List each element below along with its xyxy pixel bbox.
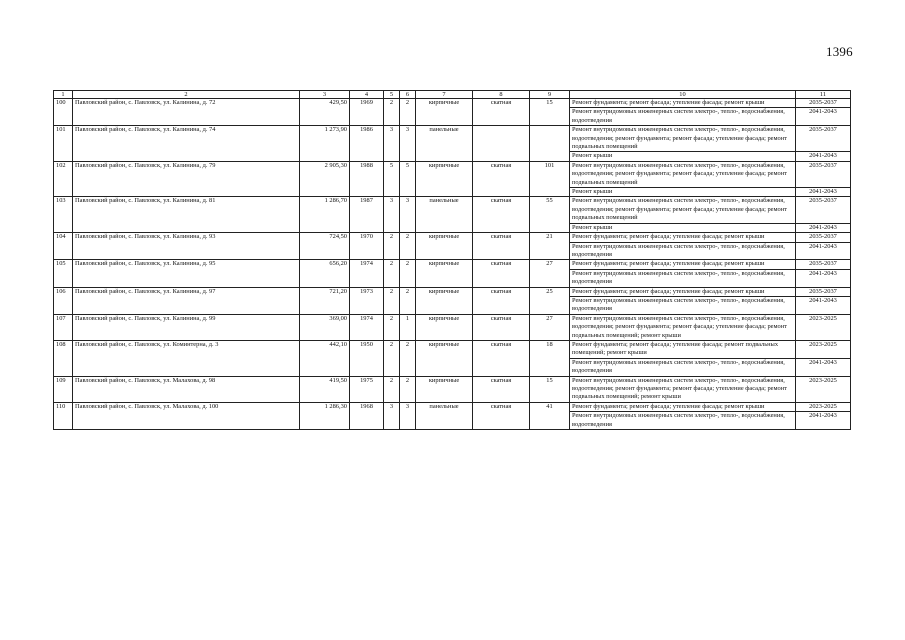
- period-cell: 2023-2025: [796, 340, 851, 358]
- table-row: [54, 161, 851, 187]
- floors-cell: 2: [384, 376, 400, 402]
- period-cell: 2035-2037: [796, 233, 851, 242]
- works-cell: Ремонт фундамента; ремонт фасада; утепление фасада; ремонт крыши: [570, 260, 796, 269]
- floors-cell: 5: [384, 161, 400, 197]
- column-header: 5: [384, 91, 400, 99]
- address-cell: Павловский район, с. Павловск, ул. Калинина, д. 72: [73, 99, 300, 126]
- wall-material-cell: панельные: [416, 402, 473, 429]
- wear-cell: 101: [530, 161, 570, 197]
- row-number: 100: [54, 99, 73, 126]
- address-cell: Павловский район, с. Павловск, ул. Калинина, д. 79: [73, 161, 300, 197]
- year-cell: 1975: [350, 376, 384, 402]
- address-cell: Павловский район, с. Павловск, ул. Калинина, д. 74: [73, 126, 300, 162]
- works-cell: Ремонт внутридомовых инженерных систем электро-, тепло-, водоснабжения, водоотведения; ремонт фундамента; ремонт фасада; утепление фасада; ремонт подвальных помещений: [570, 161, 796, 187]
- entrances-cell: 2: [400, 376, 416, 402]
- table-row: [54, 314, 851, 340]
- address-cell: Павловский район, с. Павловск, ул. Коминтерна, д. 3: [73, 340, 300, 376]
- wall-material-cell: кирпичные: [416, 233, 473, 260]
- period-cell: 2035-2037: [796, 126, 851, 152]
- roof-type-cell: скатная: [473, 314, 530, 340]
- row-number: 102: [54, 161, 73, 197]
- period-cell: 2041-2043: [796, 269, 851, 287]
- works-cell: Ремонт внутридомовых инженерных систем электро-, тепло-, водоснабжения, водоотведения: [570, 296, 796, 314]
- works-cell: Ремонт внутридомовых инженерных систем электро-, тепло-, водоснабжения, водоотведения; ремонт фундамента; ремонт фасада; утепление фасада; ремонт подвальных помещений; ремонт крыши: [570, 314, 796, 340]
- wall-material-cell: кирпичные: [416, 99, 473, 126]
- period-cell: 2041-2043: [796, 188, 851, 197]
- works-cell: Ремонт внутридомовых инженерных систем электро-, тепло-, водоснабжения, водоотведения; ремонт фундамента; ремонт фасада; утепление фасада; ремонт подвальных помещений: [570, 126, 796, 152]
- wear-cell: 18: [530, 340, 570, 376]
- period-cell: 2041-2043: [796, 108, 851, 126]
- address-cell: Павловский район, с. Павловск, ул. Калинина, д. 81: [73, 197, 300, 233]
- row-number: 109: [54, 376, 73, 402]
- year-cell: 1987: [350, 197, 384, 233]
- period-cell: 2041-2043: [796, 358, 851, 376]
- year-cell: 1974: [350, 260, 384, 287]
- period-cell: 2035-2037: [796, 197, 851, 223]
- wear-cell: 15: [530, 99, 570, 126]
- wear-cell: 21: [530, 233, 570, 260]
- table-body: [54, 99, 851, 430]
- works-cell: Ремонт фундамента; ремонт фасада; утепление фасада; ремонт подвальных помещений; ремонт крыши: [570, 340, 796, 358]
- area-cell: 724,50: [300, 233, 350, 260]
- entrances-cell: 1: [400, 314, 416, 340]
- floors-cell: 2: [384, 314, 400, 340]
- wear-cell: 27: [530, 260, 570, 287]
- entrances-cell: 2: [400, 99, 416, 126]
- row-number: 106: [54, 287, 73, 314]
- row-number: 104: [54, 233, 73, 260]
- works-cell: Ремонт крыши: [570, 152, 796, 161]
- area-cell: 656,20: [300, 260, 350, 287]
- period-cell: 2023-2025: [796, 402, 851, 411]
- year-cell: 1988: [350, 161, 384, 197]
- row-number: 107: [54, 314, 73, 340]
- table-row: [54, 260, 851, 269]
- entrances-cell: 3: [400, 126, 416, 162]
- address-cell: Павловский район, с. Павловск, ул. Калинина, д. 97: [73, 287, 300, 314]
- period-cell: 2035-2037: [796, 287, 851, 296]
- entrances-cell: 2: [400, 233, 416, 260]
- floors-cell: 2: [384, 260, 400, 287]
- roof-type-cell: скатная: [473, 287, 530, 314]
- wall-material-cell: кирпичные: [416, 161, 473, 197]
- table-row: [54, 340, 851, 358]
- column-header: 6: [400, 91, 416, 99]
- column-header: 10: [570, 91, 796, 99]
- area-cell: 1 273,90: [300, 126, 350, 162]
- period-cell: 2041-2043: [796, 223, 851, 232]
- floors-cell: 2: [384, 340, 400, 376]
- table-row: [54, 287, 851, 296]
- housing-repair-table: [53, 90, 851, 430]
- roof-type-cell: скатная: [473, 260, 530, 287]
- column-header: 1: [54, 91, 73, 99]
- roof-type-cell: скатная: [473, 376, 530, 402]
- area-cell: 369,00: [300, 314, 350, 340]
- period-cell: 2035-2037: [796, 260, 851, 269]
- year-cell: 1950: [350, 340, 384, 376]
- works-cell: Ремонт внутридомовых инженерных систем электро-, тепло-, водоснабжения, водоотведения; ремонт фундамента; ремонт фасада; утепление фасада; ремонт подвальных помещений: [570, 197, 796, 223]
- table-row: [54, 376, 851, 402]
- floors-cell: 2: [384, 99, 400, 126]
- table-header: [54, 91, 851, 99]
- wear-cell: 25: [530, 287, 570, 314]
- year-cell: 1970: [350, 233, 384, 260]
- works-cell: Ремонт крыши: [570, 223, 796, 232]
- period-cell: 2041-2043: [796, 412, 851, 430]
- roof-type-cell: скатная: [473, 99, 530, 126]
- entrances-cell: 5: [400, 161, 416, 197]
- wall-material-cell: кирпичные: [416, 314, 473, 340]
- wall-material-cell: кирпичные: [416, 260, 473, 287]
- row-number: 108: [54, 340, 73, 376]
- entrances-cell: 2: [400, 260, 416, 287]
- period-cell: 2041-2043: [796, 296, 851, 314]
- wear-cell: [530, 126, 570, 162]
- roof-type-cell: скатная: [473, 402, 530, 429]
- address-cell: Павловский район, с. Павловск, ул. Малахова, д. 100: [73, 402, 300, 429]
- year-cell: 1968: [350, 402, 384, 429]
- table-row: [54, 126, 851, 152]
- address-cell: Павловский район, с. Павловск, ул. Калинина, д. 95: [73, 260, 300, 287]
- works-cell: Ремонт внутридомовых инженерных систем электро-, тепло-, водоснабжения, водоотведения: [570, 269, 796, 287]
- year-cell: 1969: [350, 99, 384, 126]
- period-cell: 2023-2025: [796, 376, 851, 402]
- wall-material-cell: панельные: [416, 197, 473, 233]
- area-cell: 2 905,30: [300, 161, 350, 197]
- works-cell: Ремонт внутридомовых инженерных систем электро-, тепло-, водоснабжения, водоотведения: [570, 108, 796, 126]
- works-cell: Ремонт фундамента; ремонт фасада; утепление фасада; ремонт крыши: [570, 233, 796, 242]
- floors-cell: 3: [384, 402, 400, 429]
- wear-cell: 41: [530, 402, 570, 429]
- period-cell: 2041-2043: [796, 152, 851, 161]
- wear-cell: 15: [530, 376, 570, 402]
- works-cell: Ремонт фундамента; ремонт фасада; утепление фасада; ремонт крыши: [570, 402, 796, 411]
- column-header: 9: [530, 91, 570, 99]
- floors-cell: 2: [384, 287, 400, 314]
- column-header: 2: [73, 91, 300, 99]
- row-number: 101: [54, 126, 73, 162]
- table-row: [54, 233, 851, 242]
- works-cell: Ремонт внутридомовых инженерных систем электро-, тепло-, водоснабжения, водоотведения: [570, 358, 796, 376]
- floors-cell: 3: [384, 126, 400, 162]
- period-cell: 2041-2043: [796, 242, 851, 260]
- works-cell: Ремонт внутридомовых инженерных систем электро-, тепло-, водоснабжения, водоотведения: [570, 242, 796, 260]
- works-cell: Ремонт крыши: [570, 188, 796, 197]
- row-number: 105: [54, 260, 73, 287]
- floors-cell: 3: [384, 197, 400, 233]
- year-cell: 1973: [350, 287, 384, 314]
- year-cell: 1986: [350, 126, 384, 162]
- wear-cell: 27: [530, 314, 570, 340]
- area-cell: 721,20: [300, 287, 350, 314]
- column-header: 8: [473, 91, 530, 99]
- roof-type-cell: скатная: [473, 197, 530, 233]
- address-cell: Павловский район, с. Павловск, ул. Малахова, д. 98: [73, 376, 300, 402]
- column-header: 7: [416, 91, 473, 99]
- address-cell: Павловский район, с. Павловск, ул. Калинина, д. 93: [73, 233, 300, 260]
- wall-material-cell: кирпичные: [416, 340, 473, 376]
- wall-material-cell: кирпичные: [416, 376, 473, 402]
- table-row: [54, 402, 851, 411]
- floors-cell: 2: [384, 233, 400, 260]
- area-cell: 1 286,70: [300, 197, 350, 233]
- area-cell: 419,50: [300, 376, 350, 402]
- address-cell: Павловский район, с. Павловск, ул. Калинина, д. 99: [73, 314, 300, 340]
- area-cell: 1 286,30: [300, 402, 350, 429]
- works-cell: Ремонт фундамента; ремонт фасада; утепление фасада; ремонт крыши: [570, 99, 796, 108]
- table-row: [54, 99, 851, 108]
- area-cell: 429,50: [300, 99, 350, 126]
- column-number-row: [54, 91, 851, 99]
- works-cell: Ремонт внутридомовых инженерных систем электро-, тепло-, водоснабжения, водоотведения; ремонт фундамента; ремонт фасада; утепление фасада; ремонт подвальных помещений; ремонт крыши: [570, 376, 796, 402]
- works-cell: Ремонт фундамента; ремонт фасада; утепление фасада; ремонт крыши: [570, 287, 796, 296]
- period-cell: 2023-2025: [796, 314, 851, 340]
- works-cell: Ремонт внутридомовых инженерных систем электро-, тепло-, водоснабжения, водоотведения: [570, 412, 796, 430]
- column-header: 4: [350, 91, 384, 99]
- table-row: [54, 197, 851, 223]
- year-cell: 1974: [350, 314, 384, 340]
- column-header: 3: [300, 91, 350, 99]
- period-cell: 2035-2037: [796, 161, 851, 187]
- roof-type-cell: скатная: [473, 233, 530, 260]
- entrances-cell: 2: [400, 340, 416, 376]
- roof-type-cell: [473, 126, 530, 162]
- column-header: 11: [796, 91, 851, 99]
- area-cell: 442,10: [300, 340, 350, 376]
- row-number: 110: [54, 402, 73, 429]
- entrances-cell: 3: [400, 402, 416, 429]
- wall-material-cell: панельные: [416, 126, 473, 162]
- period-cell: 2035-2037: [796, 99, 851, 108]
- entrances-cell: 3: [400, 197, 416, 233]
- page-number: 1396: [826, 44, 853, 59]
- row-number: 103: [54, 197, 73, 233]
- roof-type-cell: скатная: [473, 340, 530, 376]
- entrances-cell: 2: [400, 287, 416, 314]
- wear-cell: 55: [530, 197, 570, 233]
- wall-material-cell: кирпичные: [416, 287, 473, 314]
- roof-type-cell: скатная: [473, 161, 530, 197]
